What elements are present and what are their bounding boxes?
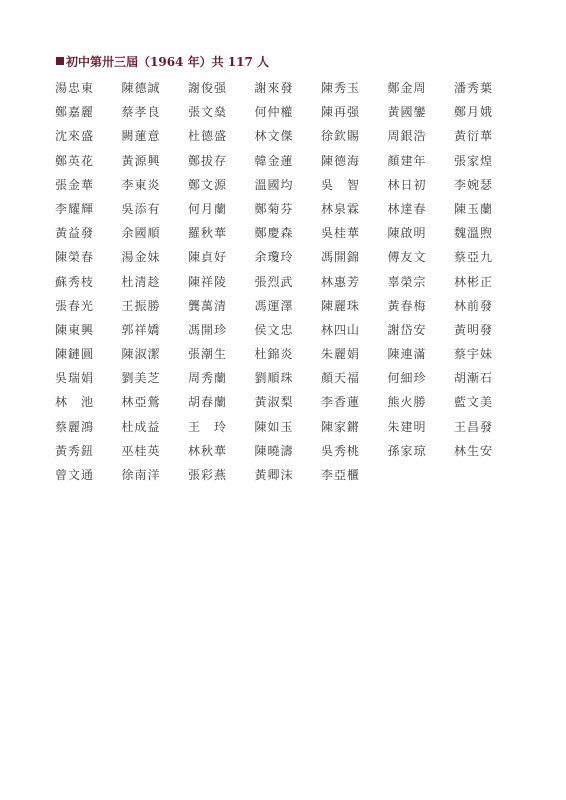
name-entry: 林前發 <box>454 298 494 313</box>
name-entry: 黃源興 <box>121 153 161 168</box>
name-entry: 孫家琼 <box>387 443 427 458</box>
name-entry: 張家煌 <box>454 153 494 168</box>
name-entry: 林四山 <box>321 322 361 337</box>
name-entry: 林 池 <box>55 395 95 410</box>
name-entry: 鄭文源 <box>188 177 228 192</box>
name-entry: 潘秀葉 <box>454 81 494 95</box>
name-entry: 林惠芳 <box>321 274 361 289</box>
name-entry: 鄭拔存 <box>188 153 228 168</box>
name-entry: 黃卿沫 <box>254 468 294 482</box>
name-entry: 林生安 <box>454 443 494 458</box>
name-entry: 林秋華 <box>188 443 228 458</box>
name-entry: 劉順珠 <box>254 371 294 386</box>
name-entry: 林達春 <box>387 201 427 216</box>
name-entry: 鄭嘉麗 <box>55 105 95 120</box>
name-entry: 徐欽賜 <box>321 129 361 144</box>
name-entry: 謝岱安 <box>387 322 427 337</box>
name-entry: 何月蘭 <box>188 201 228 216</box>
name-entry: 朱建明 <box>387 419 427 434</box>
name-entry: 韓金蓮 <box>254 153 294 168</box>
name-entry: 陳家鏘 <box>321 419 361 434</box>
name-entry: 熊火勝 <box>387 395 427 410</box>
name-entry: 黃益發 <box>55 226 95 241</box>
name-entry: 張彩燕 <box>188 468 228 482</box>
name-entry: 周銀浩 <box>387 129 427 144</box>
name-entry: 陳榮春 <box>55 250 95 265</box>
name-entry: 余國順 <box>121 226 161 241</box>
section-heading-text: 初中第卅三屆（1964 年）共 117 人 <box>66 54 269 69</box>
name-entry: 陳鏈圓 <box>55 347 95 362</box>
name-entry: 李亞櫃 <box>321 468 361 482</box>
name-entry: 張潮生 <box>188 347 228 362</box>
name-entry: 張金華 <box>55 177 95 192</box>
name-entry: 黃秀鈕 <box>55 443 95 458</box>
name-entry: 馮運澤 <box>254 298 294 313</box>
name-list <box>55 80 521 491</box>
name-entry: 吳桂華 <box>321 226 361 241</box>
name-entry: 陳秀玉 <box>321 81 361 95</box>
name-entry: 杜成益 <box>121 419 161 434</box>
name-entry: 杜錦炎 <box>254 347 294 362</box>
name-entry: 魏溫煦 <box>454 226 494 241</box>
name-entry: 林泉霖 <box>321 201 361 216</box>
name-entry: 蔡亞九 <box>454 250 494 265</box>
name-entry: 湯金妹 <box>121 250 161 265</box>
name-entry: 李耀輝 <box>55 201 95 216</box>
name-entry: 林彬正 <box>454 274 494 289</box>
name-entry: 顏天福 <box>321 371 361 386</box>
name-entry: 馮開珍 <box>188 322 228 337</box>
name-entry: 謝俊强 <box>188 81 228 95</box>
name-entry: 黃國鑾 <box>387 105 427 120</box>
name-entry: 余瓊玲 <box>254 250 294 265</box>
name-entry: 王 玲 <box>188 419 228 434</box>
name-entry: 吳瑞娟 <box>55 371 95 386</box>
name-entry: 周秀蘭 <box>188 371 228 386</box>
name-entry: 何仲權 <box>254 105 294 120</box>
name-entry: 王昌發 <box>454 419 494 434</box>
name-entry: 湯忠東 <box>55 81 95 95</box>
name-entry: 陳連滿 <box>387 347 427 362</box>
name-entry: 蔡孝良 <box>121 105 161 120</box>
name-entry: 闕蓮意 <box>121 129 161 144</box>
name-entry: 溫國均 <box>254 177 294 192</box>
name-entry: 胡漸石 <box>454 371 494 386</box>
name-entry: 陳淑潔 <box>121 347 161 362</box>
name-entry: 吳秀桃 <box>321 443 361 458</box>
name-entry: 陳如玉 <box>254 419 294 434</box>
name-entry: 陳再强 <box>321 105 361 120</box>
name-entry: 鄭金周 <box>387 81 427 95</box>
name-entry: 陳德誠 <box>121 81 161 95</box>
name-entry: 徐南洋 <box>121 468 161 482</box>
name-entry: 李香蓮 <box>321 395 361 410</box>
name-entry: 黃春梅 <box>387 298 427 313</box>
name-entry: 藍文美 <box>454 395 494 410</box>
name-entry: 黃衍華 <box>454 129 494 144</box>
name-entry: 張春光 <box>55 298 95 313</box>
name-entry: 陳玉蘭 <box>454 201 494 216</box>
name-entry: 沈來盛 <box>55 129 95 144</box>
name-entry: 謝來發 <box>254 81 294 95</box>
name-entry: 陳祥陵 <box>188 274 228 289</box>
name-entry: 辜榮宗 <box>387 274 427 289</box>
section-heading <box>56 53 269 69</box>
square-bullet-icon <box>56 57 64 65</box>
name-entry: 傅友文 <box>387 250 427 265</box>
name-entry: 顏建年 <box>387 153 427 168</box>
name-entry: 陳東興 <box>55 322 95 337</box>
name-entry: 鄭英花 <box>55 153 95 168</box>
name-entry: 鄭慶森 <box>254 226 294 241</box>
name-entry: 陳曉濤 <box>254 443 294 458</box>
name-entry: 黃明發 <box>454 322 494 337</box>
name-entry: 李婉瑟 <box>454 177 494 192</box>
name-entry: 蔡麗鴻 <box>55 419 95 434</box>
name-entry: 曾文通 <box>55 468 95 482</box>
name-entry: 黃淑梨 <box>254 395 294 410</box>
name-entry: 杜德盛 <box>188 129 228 144</box>
name-entry: 羅秋華 <box>188 226 228 241</box>
name-entry: 何細珍 <box>387 371 427 386</box>
name-entry: 陳麗珠 <box>321 298 361 313</box>
name-entry: 杜清趁 <box>121 274 161 289</box>
name-entry: 吳添有 <box>121 201 161 216</box>
name-entry: 巫桂英 <box>121 443 161 458</box>
name-entry: 張文燊 <box>188 105 228 120</box>
name-entry: 李東炎 <box>121 177 161 192</box>
name-entry: 王振勝 <box>121 298 161 313</box>
name-entry: 林文傑 <box>254 129 294 144</box>
name-entry: 吳 智 <box>321 177 361 192</box>
name-entry: 林亞鶯 <box>121 395 161 410</box>
name-entry: 陳啟明 <box>387 226 427 241</box>
name-entry: 郭祥嬌 <box>121 322 161 337</box>
name-entry: 張烈武 <box>254 274 294 289</box>
name-entry: 朱麗娟 <box>321 347 361 362</box>
name-entry: 林日初 <box>387 177 427 192</box>
name-entry: 龔萬清 <box>188 298 228 313</box>
name-entry: 蘇秀枝 <box>55 274 95 289</box>
name-entry: 侯文忠 <box>254 322 294 337</box>
name-entry: 陳貞好 <box>188 250 228 265</box>
name-entry: 劉美芝 <box>121 371 161 386</box>
name-entry: 馮開錦 <box>321 250 361 265</box>
name-entry: 陳德海 <box>321 153 361 168</box>
name-entry: 鄭月娥 <box>454 105 494 120</box>
name-entry: 鄭菊芬 <box>254 201 294 216</box>
name-entry: 蔡宇妹 <box>454 347 494 362</box>
name-entry: 胡春蘭 <box>188 395 228 410</box>
